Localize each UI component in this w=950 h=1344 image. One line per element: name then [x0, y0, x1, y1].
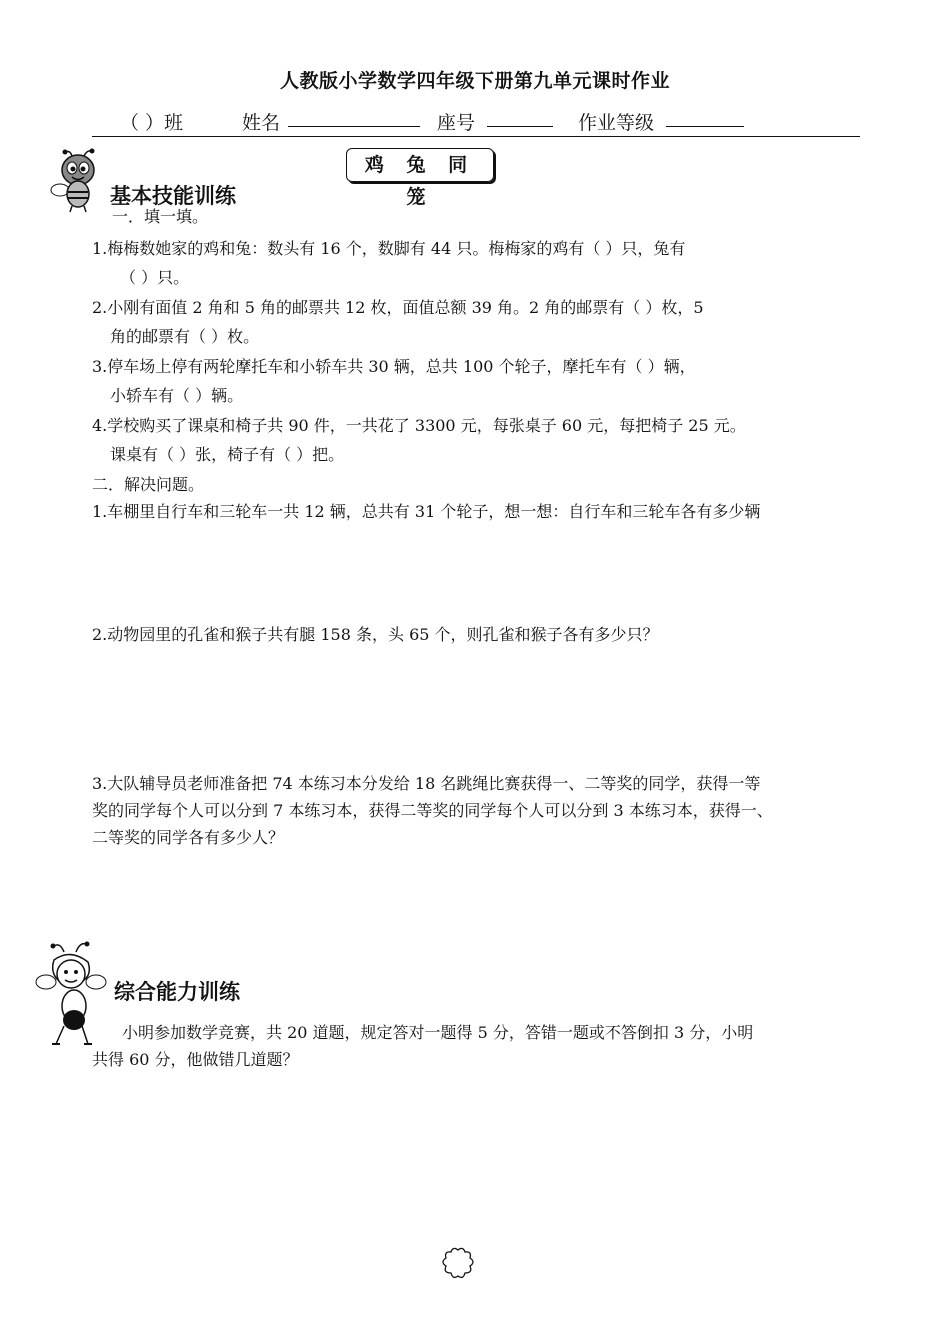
flower-icon: [441, 1246, 475, 1284]
q3-line1: 3.停车场上停有两轮摩托车和小轿车共 30 辆，总共 100 个轮子，摩托车有（ ）辆，: [92, 357, 696, 376]
name-label: 姓名: [242, 112, 281, 134]
seat-field[interactable]: [487, 106, 553, 127]
problem-3-line1: 3.大队辅导员老师准备把 74 本练习本分发给 18 名跳绳比赛获得一、二等奖的同学，获得一等: [92, 774, 761, 793]
bee-girl-mascot-icon: [34, 940, 110, 1052]
q2-line1: 2.小刚有面值 2 角和 5 角的邮票共 12 枚，面值总额 39 角。2 角的邮票有（ ）枚，5: [92, 298, 704, 317]
grade-label: 作业等级: [578, 112, 655, 134]
student-info-row: [92, 106, 860, 137]
q1-line2: （ ）只。: [120, 268, 190, 287]
problem-3-line2: 奖的同学每个人可以分到 7 本练习本，获得二等奖的同学每个人可以分到 3 本练习本，获得一、: [92, 801, 773, 820]
name-field[interactable]: [288, 106, 420, 127]
basic-section-title: 基本技能训练: [110, 184, 236, 208]
class-label: （ ）班: [120, 112, 184, 134]
problem-1: 1.车棚里自行车和三轮车一共 12 辆，总共有 31 个轮子，想一想：自行车和三轮车各有多少辆: [92, 502, 761, 521]
q2-line2: 角的邮票有（ ）枚。: [110, 327, 260, 346]
comprehensive-section-title: 综合能力训练: [114, 980, 240, 1004]
part2-heading: 二．解决问题。: [92, 475, 205, 494]
comp-question-line1: 小明参加数学竞赛，共 20 道题，规定答对一题得 5 分，答错一题或不答倒扣 3 分，小明: [122, 1023, 754, 1042]
comp-question-line2: 共得 60 分，他做错几道题？: [92, 1050, 299, 1069]
part1-heading: 一．填一填。: [112, 207, 209, 226]
grade-field[interactable]: [666, 106, 744, 127]
problem-2: 2.动物园里的孔雀和猴子共有腿 158 条，头 65 个，则孔雀和猴子各有多少只？: [92, 625, 659, 644]
q4-line2: 课桌有（ ）张，椅子有（ ）把。: [110, 445, 345, 464]
q1-line1: 1.梅梅数她家的鸡和兔：数头有 16 个，数脚有 44 只。梅梅家的鸡有（ ）只，兔有: [92, 239, 686, 258]
q3-line2: 小轿车有（ ）辆。: [110, 386, 244, 405]
bee-mascot-icon: [50, 148, 112, 214]
page-title: 人教版小学数学四年级下册第九单元课时作业: [279, 70, 670, 92]
problem-3-line3: 二等奖的同学各有多少人？: [92, 828, 285, 847]
seat-label: 座号: [437, 112, 476, 134]
q4-line1: 4.学校购买了课桌和椅子共 90 件，一共花了 3300 元，每张桌子 60 元，每把椅子 25 元。: [92, 416, 746, 435]
topic-box: 鸡 兔 同 笼: [346, 148, 494, 182]
